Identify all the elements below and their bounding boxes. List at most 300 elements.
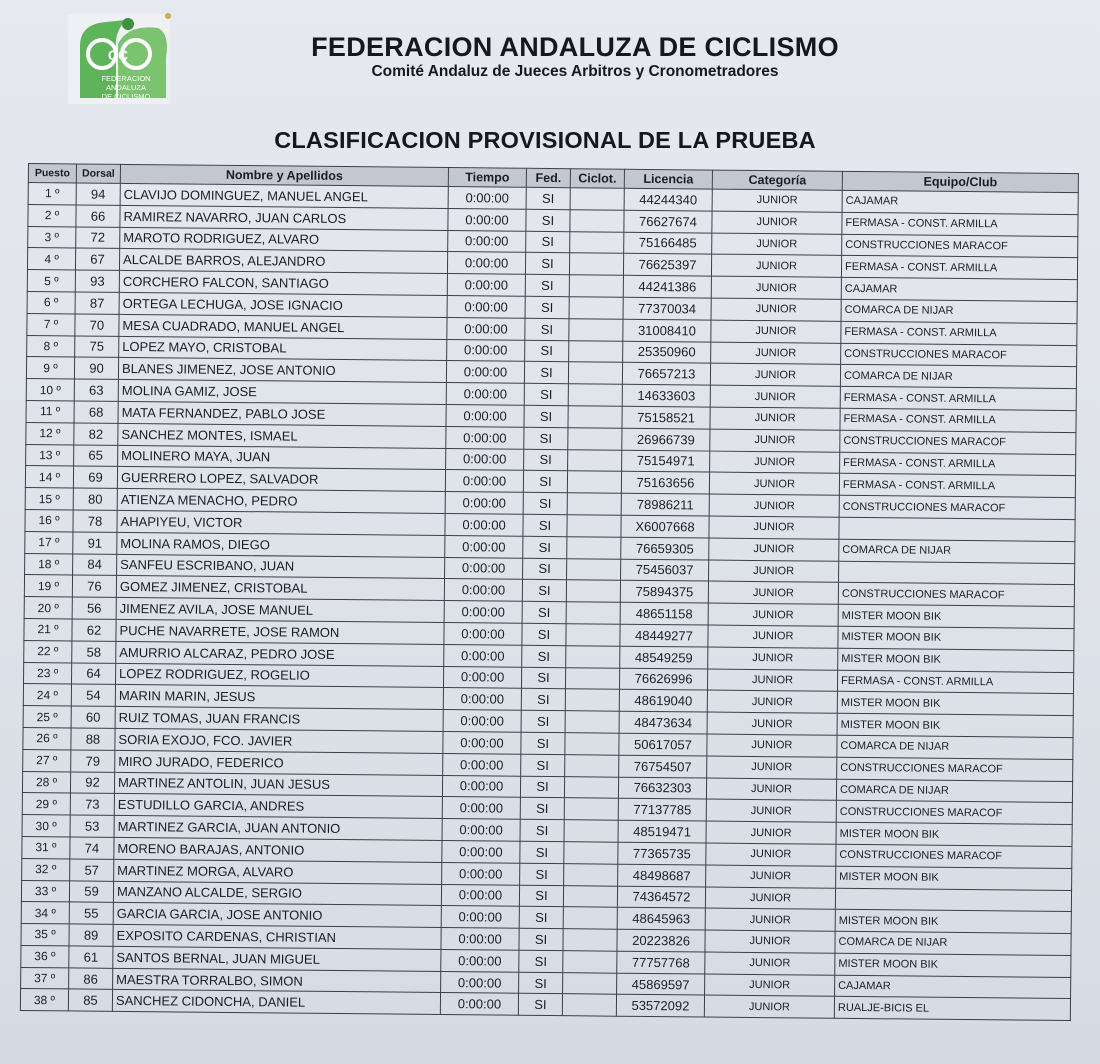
results-table-wrap	[20, 163, 1100, 1053]
cell-tiempo: 0:00:00	[448, 208, 526, 231]
col-header-nombre: Nombre y Apellidos	[120, 164, 448, 186]
cell-nombre: ESTUDILLO GARCIA, ANDRES	[114, 794, 442, 819]
cell-nombre: CORCHERO FALCON, SANTIAGO	[119, 271, 447, 296]
col-header-equipo: Equipo/Club	[842, 171, 1078, 192]
cell-tiempo: 0:00:00	[447, 339, 525, 362]
cell-puesto: 4 º	[27, 248, 75, 270]
cell-categoria: JUNIOR	[706, 778, 836, 801]
cell-dorsal: 57	[70, 859, 114, 881]
cell-dorsal: 78	[73, 510, 117, 532]
results-table-body	[20, 183, 1078, 1021]
cell-equipo: COMARCA DE NIJAR	[839, 539, 1075, 563]
cell-fed: SI	[524, 362, 568, 384]
cell-licencia: 75894375	[620, 581, 708, 604]
cell-fed: SI	[521, 754, 565, 776]
cell-puesto: 17 º	[25, 531, 73, 553]
cell-licencia: 75163656	[621, 472, 709, 495]
cell-ciclot	[564, 776, 618, 798]
cell-ciclot	[567, 536, 621, 558]
cell-categoria: JUNIOR	[710, 363, 840, 386]
cell-dorsal: 63	[74, 379, 118, 401]
cell-equipo: MISTER MOON BIK	[835, 910, 1071, 934]
cell-nombre: MIRO JURADO, FEDERICO	[115, 750, 443, 775]
cell-ciclot	[564, 820, 618, 842]
cell-dorsal: 67	[75, 248, 119, 270]
cell-categoria: JUNIOR	[711, 298, 841, 321]
cell-categoria: JUNIOR	[706, 843, 836, 866]
cell-fed: SI	[520, 841, 564, 863]
cell-tiempo: 0:00:00	[445, 535, 523, 558]
cell-categoria: JUNIOR	[709, 560, 839, 583]
cell-puesto: 11 º	[26, 400, 74, 422]
cell-categoria: JUNIOR	[710, 429, 840, 452]
cell-categoria: JUNIOR	[712, 233, 842, 256]
cell-licencia: 77370034	[623, 297, 711, 320]
cell-puesto: 9 º	[26, 357, 74, 379]
cell-dorsal: 58	[72, 641, 116, 663]
cell-tiempo: 0:00:00	[444, 601, 522, 624]
cell-licencia: 45869597	[617, 973, 705, 996]
cell-fed: SI	[520, 863, 564, 885]
cell-tiempo: 0:00:00	[441, 928, 519, 951]
cell-dorsal: 70	[75, 314, 119, 336]
cell-dorsal: 61	[69, 946, 113, 968]
cell-puesto: 29 º	[22, 793, 70, 815]
cell-nombre: MARTINEZ MORGA, ALVARO	[114, 859, 442, 884]
cell-ciclot	[569, 253, 623, 275]
cell-ciclot	[569, 275, 623, 297]
cell-equipo: FERMASA - CONST. ARMILLA	[841, 256, 1077, 280]
cell-tiempo: 0:00:00	[442, 797, 520, 820]
cell-equipo: CONSTRUCCIONES MARACOF	[836, 844, 1072, 868]
cell-dorsal: 66	[76, 205, 120, 227]
col-header-puesto: Puesto	[28, 164, 76, 183]
org-subtitle: Comité Andaluz de Jueces Arbitros y Cronometradores	[371, 63, 779, 80]
cell-nombre: GUERRERO LOPEZ, SALVADOR	[117, 467, 445, 492]
cell-fed: SI	[523, 514, 567, 536]
cell-ciclot	[564, 842, 618, 864]
cell-dorsal: 75	[75, 336, 119, 358]
cell-equipo: CONSTRUCCIONES MARACOF	[840, 430, 1076, 454]
cell-fed: SI	[518, 994, 562, 1016]
cell-ciclot	[567, 471, 621, 493]
cell-licencia: 50617057	[619, 733, 707, 756]
cell-categoria: JUNIOR	[707, 712, 837, 735]
cell-fed: SI	[520, 798, 564, 820]
cell-fed: SI	[520, 776, 564, 798]
svg-text:ANDALUZA: ANDALUZA	[105, 83, 147, 92]
cell-nombre: SANCHEZ CIDONCHA, DANIEL	[112, 990, 440, 1015]
cell-licencia: 48651158	[620, 602, 708, 625]
cell-licencia: 76657213	[622, 363, 710, 386]
cell-puesto: 37 º	[21, 967, 69, 989]
col-header-ciclot: Ciclot.	[570, 169, 624, 189]
cell-categoria: JUNIOR	[707, 690, 837, 713]
cell-categoria: JUNIOR	[709, 538, 839, 561]
cell-tiempo: 0:00:00	[441, 949, 519, 972]
cell-equipo: COMARCA DE NIJAR	[841, 299, 1077, 323]
cell-dorsal: 72	[76, 227, 120, 249]
cell-tiempo: 0:00:00	[444, 579, 522, 602]
cell-dorsal: 62	[72, 619, 116, 641]
cell-tiempo: 0:00:00	[448, 187, 526, 210]
cell-dorsal: 82	[74, 423, 118, 445]
cell-ciclot	[564, 863, 618, 885]
cell-nombre: MORENO BARAJAS, ANTONIO	[114, 837, 442, 862]
cell-licencia: 26966739	[622, 428, 710, 451]
cell-equipo: FERMASA - CONST. ARMILLA	[842, 212, 1078, 236]
cell-puesto: 5 º	[27, 270, 75, 292]
cell-fed: SI	[524, 383, 568, 405]
cell-fed: SI	[519, 950, 563, 972]
document-title: CLASIFICACION PROVISIONAL DE LA PRUEBA	[274, 127, 816, 153]
cell-ciclot	[568, 362, 622, 384]
cell-nombre: ATIENZA MENACHO, PEDRO	[117, 489, 445, 514]
cell-dorsal: 55	[69, 902, 113, 924]
results-table	[20, 163, 1079, 1021]
cell-puesto: 3 º	[28, 226, 76, 248]
cell-nombre: SORIA EXOJO, FCO. JAVIER	[115, 728, 443, 753]
cell-tiempo: 0:00:00	[448, 230, 526, 253]
cell-tiempo: 0:00:00	[441, 906, 519, 929]
cell-equipo	[839, 517, 1075, 541]
cell-ciclot	[570, 210, 624, 232]
cell-tiempo: 0:00:00	[446, 426, 524, 449]
cell-nombre: MOLINA GAMIZ, JOSE	[118, 380, 446, 405]
cell-equipo: RUALJE-BICIS EL	[834, 997, 1070, 1021]
cell-equipo: COMARCA DE NIJAR	[836, 779, 1072, 803]
cell-puesto: 34 º	[21, 902, 69, 924]
cell-dorsal: 94	[76, 183, 120, 205]
cell-nombre: RUIZ TOMAS, JUAN FRANCIS	[115, 706, 443, 731]
cell-licencia: 78986211	[621, 493, 709, 516]
cell-licencia: 77365735	[618, 842, 706, 865]
cell-tiempo: 0:00:00	[445, 513, 523, 536]
cell-ciclot	[562, 994, 616, 1016]
svg-text:DE CICLISMO: DE CICLISMO	[101, 92, 151, 101]
cell-tiempo: 0:00:00	[447, 317, 525, 340]
cell-dorsal: 89	[69, 924, 113, 946]
cell-fed: SI	[526, 231, 570, 253]
cell-tiempo: 0:00:00	[447, 296, 525, 319]
cell-fed: SI	[522, 645, 566, 667]
cell-equipo: CAJAMAR	[842, 190, 1078, 214]
cell-fed: SI	[519, 907, 563, 929]
cell-nombre: GOMEZ JIMENEZ, CRISTOBAL	[116, 576, 444, 601]
cell-equipo: CONSTRUCCIONES MARACOF	[842, 234, 1078, 258]
cell-fed: SI	[525, 253, 569, 275]
col-header-dorsal: Dorsal	[76, 164, 120, 183]
cell-tiempo: 0:00:00	[441, 971, 519, 994]
cell-tiempo: 0:00:00	[442, 775, 520, 798]
cell-categoria: JUNIOR	[707, 756, 837, 779]
cell-fed: SI	[522, 623, 566, 645]
cell-tiempo: 0:00:00	[447, 252, 525, 275]
cell-tiempo: 0:00:00	[442, 862, 520, 885]
col-header-categoria: Categoría	[712, 170, 842, 190]
cell-ciclot	[565, 711, 619, 733]
cell-categoria: JUNIOR	[710, 451, 840, 474]
cell-nombre: SANFEU ESCRIBANO, JUAN	[117, 554, 445, 579]
cell-categoria: JUNIOR	[707, 734, 837, 757]
cell-ciclot	[568, 384, 622, 406]
cell-categoria: JUNIOR	[708, 603, 838, 626]
cell-puesto: 18 º	[25, 553, 73, 575]
cell-puesto: 28 º	[22, 771, 70, 793]
cell-dorsal: 65	[74, 445, 118, 467]
cell-dorsal: 86	[69, 968, 113, 990]
cell-equipo: MISTER MOON BIK	[835, 953, 1071, 977]
cell-puesto: 10 º	[26, 379, 74, 401]
cell-equipo: MISTER MOON BIK	[837, 713, 1073, 737]
cell-categoria: JUNIOR	[706, 799, 836, 822]
cell-ciclot	[563, 951, 617, 973]
cell-dorsal: 88	[71, 728, 115, 750]
cell-categoria: JUNIOR	[709, 472, 839, 495]
cell-tiempo: 0:00:00	[445, 470, 523, 493]
cell-fed: SI	[525, 274, 569, 296]
cell-categoria: JUNIOR	[705, 887, 835, 910]
cell-equipo: FERMASA - CONST. ARMILLA	[839, 474, 1075, 498]
cell-categoria: JUNIOR	[708, 647, 838, 670]
col-header-fed: Fed.	[526, 168, 570, 187]
cell-puesto: 27 º	[23, 749, 71, 771]
cell-tiempo: 0:00:00	[443, 753, 521, 776]
cell-puesto: 23 º	[24, 662, 72, 684]
cell-equipo: CONSTRUCCIONES MARACOF	[838, 583, 1074, 607]
cell-ciclot	[563, 907, 617, 929]
cell-puesto: 31 º	[22, 836, 70, 858]
cell-categoria: JUNIOR	[705, 930, 835, 953]
cell-nombre: PUCHE NAVARRETE, JOSE RAMON	[116, 619, 444, 644]
cell-nombre: AHAPIYEU, VICTOR	[117, 510, 445, 535]
cell-categoria: JUNIOR	[709, 494, 839, 517]
cell-puesto: 12 º	[26, 422, 74, 444]
cell-tiempo: 0:00:00	[440, 993, 518, 1016]
cell-fed: SI	[523, 471, 567, 493]
cell-equipo: COMARCA DE NIJAR	[837, 735, 1073, 759]
cell-tiempo: 0:00:00	[441, 884, 519, 907]
cell-puesto: 30 º	[22, 815, 70, 837]
cell-nombre: MAROTO RODRIGUEZ, ALVARO	[120, 227, 448, 252]
cell-nombre: JIMENEZ AVILA, JOSE MANUEL	[116, 598, 444, 623]
cell-equipo: CONSTRUCCIONES MARACOF	[836, 801, 1072, 825]
cell-licencia: 48519471	[618, 820, 706, 843]
cell-tiempo: 0:00:00	[446, 361, 524, 384]
cell-fed: SI	[526, 209, 570, 231]
cell-puesto: 33 º	[21, 880, 69, 902]
cell-fed: SI	[523, 492, 567, 514]
cell-puesto: 1 º	[28, 183, 76, 205]
cell-licencia: 48619040	[619, 690, 707, 713]
cell-equipo: COMARCA DE NIJAR	[840, 365, 1076, 389]
cell-nombre: RAMIREZ NAVARRO, JUAN CARLOS	[120, 205, 448, 230]
cell-licencia: 44244340	[624, 188, 712, 211]
cell-tiempo: 0:00:00	[442, 819, 520, 842]
cell-fed: SI	[525, 318, 569, 340]
cell-tiempo: 0:00:00	[446, 404, 524, 427]
cell-nombre: LOPEZ MAYO, CRISTOBAL	[119, 336, 447, 361]
cell-licencia: 76627674	[624, 210, 712, 233]
cell-licencia: 53572092	[616, 995, 704, 1018]
cell-puesto: 16 º	[25, 509, 73, 531]
cell-nombre: CLAVIJO DOMINGUEZ, MANUEL ANGEL	[120, 183, 448, 208]
cell-nombre: MAESTRA TORRALBO, SIMON	[113, 968, 441, 993]
cell-fed: SI	[526, 187, 570, 209]
cell-categoria: JUNIOR	[705, 974, 835, 997]
cell-dorsal: 59	[69, 880, 113, 902]
cell-nombre: LOPEZ RODRIGUEZ, ROGELIO	[115, 663, 443, 688]
cell-ciclot	[569, 297, 623, 319]
cell-licencia: 77757768	[617, 951, 705, 974]
cell-nombre: MANZANO ALCALDE, SERGIO	[113, 881, 441, 906]
cell-fed: SI	[525, 340, 569, 362]
cell-ciclot	[565, 667, 619, 689]
cell-licencia: 75154971	[622, 450, 710, 473]
cell-puesto: 6 º	[27, 291, 75, 313]
cell-equipo: MISTER MOON BIK	[838, 604, 1074, 628]
cell-dorsal: 79	[71, 750, 115, 772]
cell-equipo: CONSTRUCCIONES MARACOF	[837, 757, 1073, 781]
cell-licencia: X6007668	[621, 515, 709, 538]
cell-dorsal: 85	[68, 989, 112, 1011]
cell-dorsal: 64	[71, 662, 115, 684]
cell-puesto: 22 º	[24, 640, 72, 662]
cell-dorsal: 87	[75, 292, 119, 314]
cell-ciclot	[569, 318, 623, 340]
cell-ciclot	[566, 580, 620, 602]
cell-nombre: MOLINERO MAYA, JUAN	[118, 445, 446, 470]
cell-categoria: JUNIOR	[708, 625, 838, 648]
cell-tiempo: 0:00:00	[446, 448, 524, 471]
cell-puesto: 38 º	[20, 989, 68, 1011]
cell-ciclot	[570, 231, 624, 253]
cell-dorsal: 56	[72, 597, 116, 619]
cell-categoria: JUNIOR	[705, 908, 835, 931]
cell-licencia: 20223826	[617, 929, 705, 952]
cell-puesto: 15 º	[25, 488, 73, 510]
cell-ciclot	[570, 188, 624, 210]
cell-equipo: MISTER MOON BIK	[837, 692, 1073, 716]
cell-fed: SI	[519, 972, 563, 994]
cell-equipo	[835, 888, 1071, 912]
cell-puesto: 35 º	[21, 924, 69, 946]
cell-licencia: 76626996	[619, 668, 707, 691]
cell-tiempo: 0:00:00	[443, 731, 521, 754]
cell-fed: SI	[524, 405, 568, 427]
cell-categoria: JUNIOR	[706, 821, 836, 844]
cell-equipo: FERMASA - CONST. ARMILLA	[840, 386, 1076, 410]
cell-fed: SI	[524, 427, 568, 449]
cell-equipo: MISTER MOON BIK	[836, 822, 1072, 846]
cell-dorsal: 76	[72, 575, 116, 597]
cell-ciclot	[565, 689, 619, 711]
cell-nombre: ORTEGA LECHUGA, JOSE IGNACIO	[119, 292, 447, 317]
cell-nombre: BLANES JIMENEZ, JOSE ANTONIO	[118, 358, 446, 383]
cell-fed: SI	[521, 689, 565, 711]
cell-ciclot	[567, 493, 621, 515]
cell-fed: SI	[522, 580, 566, 602]
cell-nombre: MARTINEZ GARCIA, JUAN ANTONIO	[114, 815, 442, 840]
svg-text:CC: CC	[107, 47, 129, 63]
cell-ciclot	[563, 929, 617, 951]
cell-puesto: 19 º	[24, 575, 72, 597]
cell-categoria: JUNIOR	[704, 996, 834, 1019]
cell-licencia: 48549259	[620, 646, 708, 669]
cell-puesto: 25 º	[23, 706, 71, 728]
cell-dorsal: 54	[71, 684, 115, 706]
cell-ciclot	[569, 340, 623, 362]
cell-fed: SI	[523, 558, 567, 580]
cell-puesto: 24 º	[23, 684, 71, 706]
cell-licencia: 31008410	[623, 319, 711, 342]
cell-ciclot	[564, 798, 618, 820]
cell-dorsal: 80	[73, 488, 117, 510]
cell-tiempo: 0:00:00	[446, 383, 524, 406]
cell-puesto: 7 º	[27, 313, 75, 335]
cell-categoria: JUNIOR	[710, 407, 840, 430]
cell-equipo: FERMASA - CONST. ARMILLA	[840, 452, 1076, 476]
cell-equipo: FERMASA - CONST. ARMILLA	[840, 408, 1076, 432]
cell-categoria: JUNIOR	[711, 320, 841, 343]
cell-licencia: 44241386	[623, 275, 711, 298]
cell-equipo: FERMASA - CONST. ARMILLA	[837, 670, 1073, 694]
cell-fed: SI	[524, 449, 568, 471]
org-title: FEDERACION ANDALUZA DE CICLISMO	[311, 32, 839, 62]
cell-categoria: JUNIOR	[709, 516, 839, 539]
cell-tiempo: 0:00:00	[442, 840, 520, 863]
cell-licencia: 25350960	[623, 341, 711, 364]
cell-nombre: GARCIA GARCIA, JOSE ANTONIO	[113, 903, 441, 928]
cell-ciclot	[566, 645, 620, 667]
cell-dorsal: 74	[70, 837, 114, 859]
cell-ciclot	[568, 449, 622, 471]
cell-ciclot	[568, 427, 622, 449]
cell-nombre: AMURRIO ALCARAZ, PEDRO JOSE	[116, 641, 444, 666]
cell-licencia: 76659305	[621, 537, 709, 560]
cell-ciclot	[563, 972, 617, 994]
cell-equipo: MISTER MOON BIK	[838, 626, 1074, 650]
cell-puesto: 32 º	[22, 858, 70, 880]
cell-licencia: 14633603	[622, 384, 710, 407]
cell-nombre: SANTOS BERNAL, JUAN MIGUEL	[113, 946, 441, 971]
svg-text:FEDERACION: FEDERACION	[101, 74, 151, 83]
cell-equipo	[839, 561, 1075, 585]
cell-fed: SI	[521, 667, 565, 689]
cell-licencia: 76754507	[619, 755, 707, 778]
cell-categoria: JUNIOR	[712, 211, 842, 234]
cell-ciclot	[565, 754, 619, 776]
cell-licencia: 75158521	[622, 406, 710, 429]
cell-equipo: FERMASA - CONST. ARMILLA	[841, 321, 1077, 345]
cell-categoria: JUNIOR	[705, 952, 835, 975]
cell-fed: SI	[520, 819, 564, 841]
cell-categoria: JUNIOR	[706, 865, 836, 888]
cell-licencia: 75166485	[624, 232, 712, 255]
cell-equipo: CAJAMAR	[835, 975, 1071, 999]
cell-puesto: 36 º	[21, 945, 69, 967]
cell-nombre: EXPOSITO CARDENAS, CHRISTIAN	[113, 924, 441, 949]
cell-puesto: 13 º	[26, 444, 74, 466]
cell-categoria: JUNIOR	[711, 342, 841, 365]
cell-fed: SI	[519, 885, 563, 907]
cell-nombre: MATA FERNANDEZ, PABLO JOSE	[118, 401, 446, 426]
cell-dorsal: 68	[74, 401, 118, 423]
cell-tiempo: 0:00:00	[443, 666, 521, 689]
cell-ciclot	[565, 733, 619, 755]
cell-licencia: 76632303	[618, 777, 706, 800]
cell-equipo: CONSTRUCCIONES MARACOF	[839, 495, 1075, 519]
